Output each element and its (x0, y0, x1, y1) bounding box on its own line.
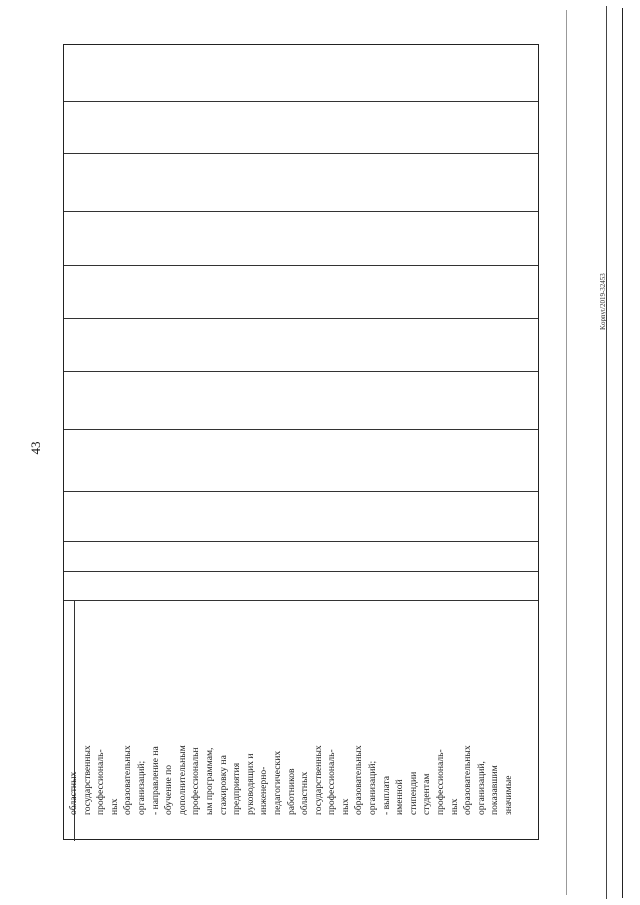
row-divider (64, 541, 538, 542)
row-divider (64, 491, 538, 492)
row-divider (64, 571, 538, 572)
page-number: 43 (28, 441, 43, 455)
row-divider (64, 153, 538, 154)
row-divider (64, 265, 538, 266)
row-divider (64, 318, 538, 319)
margin-rule (566, 10, 567, 895)
footer-code: Kopnyt/2019-32453 (599, 273, 607, 330)
row-divider (64, 600, 538, 601)
margin-rule (622, 8, 623, 898)
row-divider (64, 101, 538, 102)
row-divider (64, 211, 538, 212)
row-divider (64, 429, 538, 430)
row-divider (64, 371, 538, 372)
table-cell-text: областных государственных профессиональ- ных образовательных организаций; - направление на обучение по дополнительным профессиональн ым программам, стажировку на предприятия руководящих и инженерно- педагогических работников областных государственных профессиональ- ных образовательных организаций; - выплата именной стипендии студентам профессиональ- ных образовательных организаций, показавшим значимые (68, 745, 514, 815)
